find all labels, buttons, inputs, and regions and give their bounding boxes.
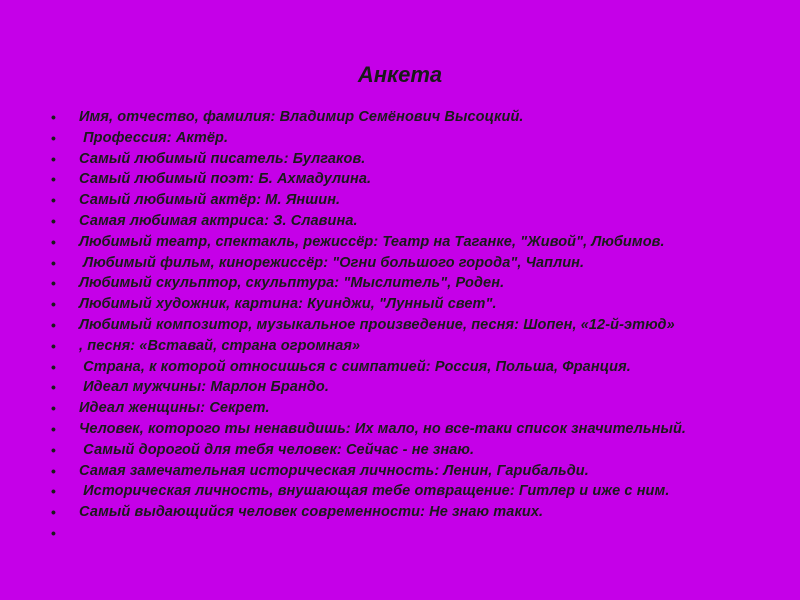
list-item-text: Самый выдающийся человек современности: Не знаю таких. (79, 504, 544, 521)
list-item (0, 378, 800, 396)
bullet-icon: • (51, 192, 57, 209)
list-item (0, 254, 800, 272)
list-item (0, 212, 800, 230)
bullet-icon: • (51, 316, 57, 333)
list-item (0, 316, 800, 334)
bullet-icon: • (51, 337, 57, 354)
bullet-icon: • (51, 462, 57, 479)
bullet-icon: • (51, 358, 57, 375)
list-item (0, 108, 800, 126)
bullet-icon: • (51, 420, 57, 437)
bullet-icon: • (51, 212, 57, 229)
list-item-text: Самый любимый писатель: Булгаков. (79, 150, 366, 167)
bullet-icon: • (51, 296, 57, 313)
bullet-icon: • (51, 171, 57, 188)
bullet-icon: • (51, 254, 57, 271)
list-item-text: Любимый скульптор, скульптура: "Мыслитель", Роден. (79, 275, 505, 292)
list-item (0, 129, 800, 147)
list-item (0, 399, 800, 417)
list-item-text: Самая замечательная историческая личность: Ленин, Гарибальди. (79, 462, 589, 479)
list-item-text: Самый дорогой для тебя человек: Сейчас - не знаю. (79, 441, 475, 458)
list-item-text: Любимый театр, спектакль, режиссёр: Театр на Таганке, "Живой", Любимов. (79, 233, 665, 250)
list-item (0, 420, 800, 438)
list-item (0, 170, 800, 188)
list-item-text: Любимый композитор, музыкальное произведение, песня: Шопен, «12-й-этюд» (79, 316, 675, 333)
list-item-text: Человек, которого ты ненавидишь: Их мало, но все-таки список значительный. (79, 420, 687, 437)
list-item-text: Страна, к которой относишься с симпатией: Россия, Польша, Франция. (79, 358, 631, 375)
bullet-icon: • (51, 150, 57, 167)
list-item-text: Любимый художник, картина: Куинджи, "Лунный свет". (79, 296, 497, 313)
bullet-icon: • (51, 524, 57, 541)
list-item-text: Имя, отчество, фамилия: Владимир Семёнович Высоцкий. (79, 109, 524, 125)
list-item (0, 233, 800, 251)
list-item (0, 295, 800, 313)
bullet-icon: • (51, 379, 57, 396)
list-item (0, 274, 800, 292)
bullet-icon: • (51, 275, 57, 292)
list-item (0, 337, 800, 355)
list-item (0, 462, 800, 480)
list-item-text: Самый любимый поэт: Б. Ахмадулина. (79, 171, 372, 188)
list-item-text: Историческая личность, внушающая тебе отвращение: Гитлер и иже с ним. (79, 483, 670, 500)
list-item (0, 358, 800, 376)
list-item-text: Идеал мужчины: Марлон Брандо. (79, 379, 329, 396)
bullet-icon: • (51, 483, 57, 500)
list-item (0, 482, 800, 500)
list-item-text: Самая любимая актриса: З. Славина. (79, 212, 358, 229)
list-item (0, 191, 800, 209)
bullet-icon: • (51, 233, 57, 250)
bullet-icon: • (51, 129, 57, 146)
list-item-text: Самый любимый актёр: М. Яншин. (79, 192, 341, 209)
bullet-icon: • (51, 109, 57, 125)
list-item-text: Любимый фильм, кинорежиссёр: "Огни большого города", Чаплин. (79, 254, 585, 271)
list-item (0, 150, 800, 168)
list-item (0, 503, 800, 521)
list-item-text: , песня: «Вставай, страна огромная» (79, 337, 361, 354)
bullet-icon: • (51, 400, 57, 417)
bullet-icon: • (51, 504, 57, 521)
slide-title: Анкета (357, 62, 443, 87)
questionnaire-list (0, 108, 800, 541)
list-item-text: Профессия: Актёр. (79, 129, 229, 146)
list-item-text: Идеал женщины: Секрет. (79, 400, 270, 417)
list-item (0, 441, 800, 459)
bullet-icon: • (51, 441, 57, 458)
